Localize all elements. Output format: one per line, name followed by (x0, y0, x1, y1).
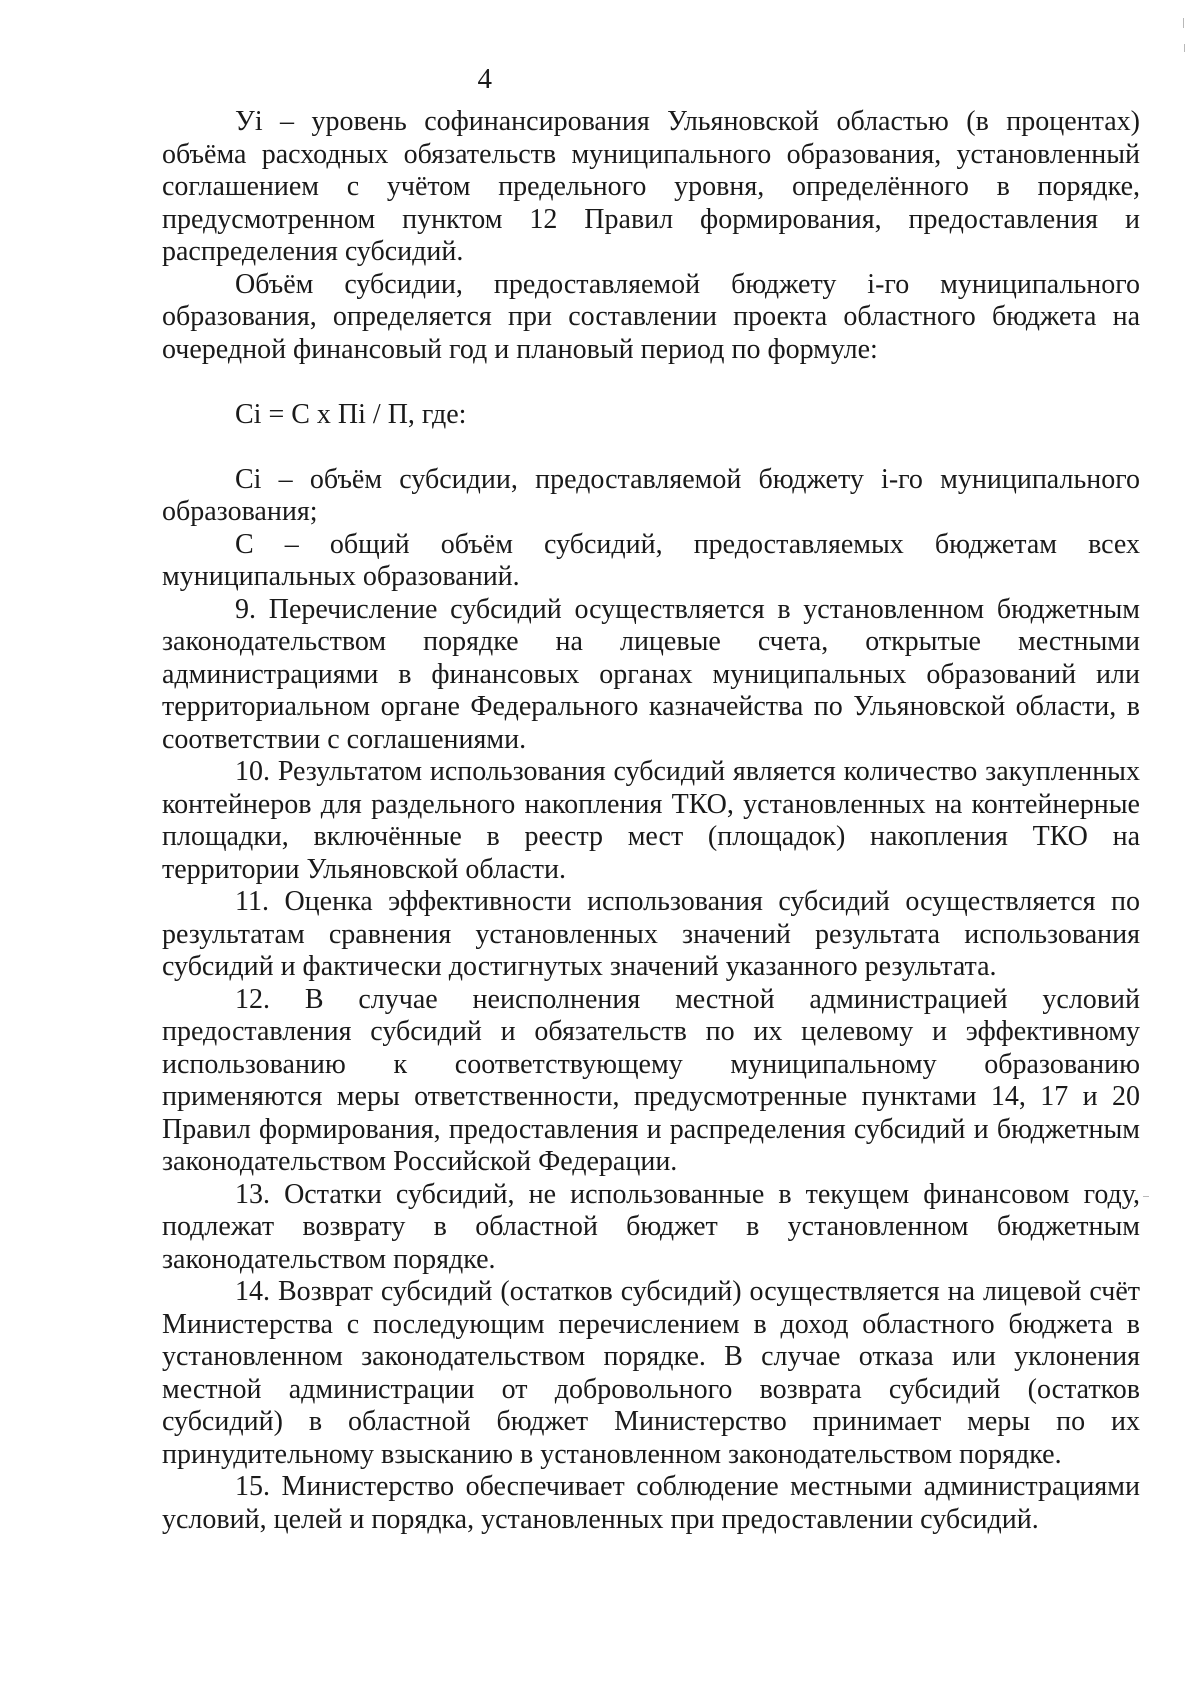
paragraph-clause-14: 14. Возврат субсидий (остатков субсидий) осуществляется на лицевой счёт Министерства с последующим перечислением в доход областного бюджета в установленном законодательством порядке. В случае отказа или уклонения местной администрации от добровольного возврата субсидий (остатков субсидий) в областной бюджет Министерство принимает меры по их принудительному взысканию в установленном законодательством порядке. (162, 1276, 1140, 1470)
paragraph-clause-12: 12. В случае неисполнения местной администрацией условий предоставления субсидий и обязательств по их целевому и эффективному использованию к соответствующему муниципальному образованию применяются меры ответственности, предусмотренные пунктами 14, 17 и 20 Правил формирования, предоставления и распределения субсидий и бюджетным законодательством Российской Федерации. (162, 983, 1140, 1177)
scan-artifact-mark (1184, 44, 1185, 52)
document-body (162, 106, 1140, 1536)
page-number: 4 (477, 63, 492, 95)
scan-artifact-mark (1143, 1196, 1149, 1197)
paragraph-clause-11: 11. Оценка эффективности использования субсидий осуществляется по результатам сравнения установленных значений результата использования субсидий и фактически достигнутых значений указанного результата. (162, 886, 1140, 982)
paragraph-yi-definition: Уi – уровень софинансирования Ульяновской областью (в процентах) объёма расходных обязательств муниципального образования, установленный соглашением с учётом предельного уровня, определённого в порядке, предусмотренном пунктом 12 Правил формирования, предоставления и распределения субсидий. (162, 106, 1140, 267)
paragraph-clause-10: 10. Результатом использования субсидий является количество закупленных контейнеров для раздельного накопления ТКО, установленных на контейнерные площадки, включённые в реестр мест (площадок) накопления ТКО на территории Ульяновской области. (162, 756, 1140, 885)
scan-artifact-mark (1183, 18, 1184, 28)
paragraph-c-definition: C – общий объём субсидий, предоставляемых бюджетам всех муниципальных образований. (162, 528, 1140, 592)
paragraph-clause-13: 13. Остатки субсидий, не использованные в текущем финансовом году, подлежат возврату в областной бюджет в установленном бюджетным законодательством порядке. (162, 1178, 1140, 1275)
formula: Ci = C x Пi / П, где: (235, 399, 467, 430)
paragraph-clause-9: 9. Перечисление субсидий осуществляется в установленном бюджетным законодательством порядке на лицевые счета, открытые местными администрациями в финансовых органах муниципальных образований или территориальном органе Федерального казначейства по Ульяновской области, в соответствии с соглашениями. (162, 593, 1140, 755)
paragraph-ci-definition: Ci – объём субсидии, предоставляемой бюджету i-го муниципального образования; (162, 463, 1140, 527)
paragraph-subsidy-volume: Объём субсидии, предоставляемой бюджету i-го муниципального образования, определяется при составлении проекта областного бюджета на очередной финансовый год и плановый период по формуле: (162, 268, 1140, 365)
paragraph-clause-15: 15. Министерство обеспечивает соблюдение местными администрациями условий, целей и порядка, установленных при предоставлении субсидий. (162, 1471, 1140, 1535)
